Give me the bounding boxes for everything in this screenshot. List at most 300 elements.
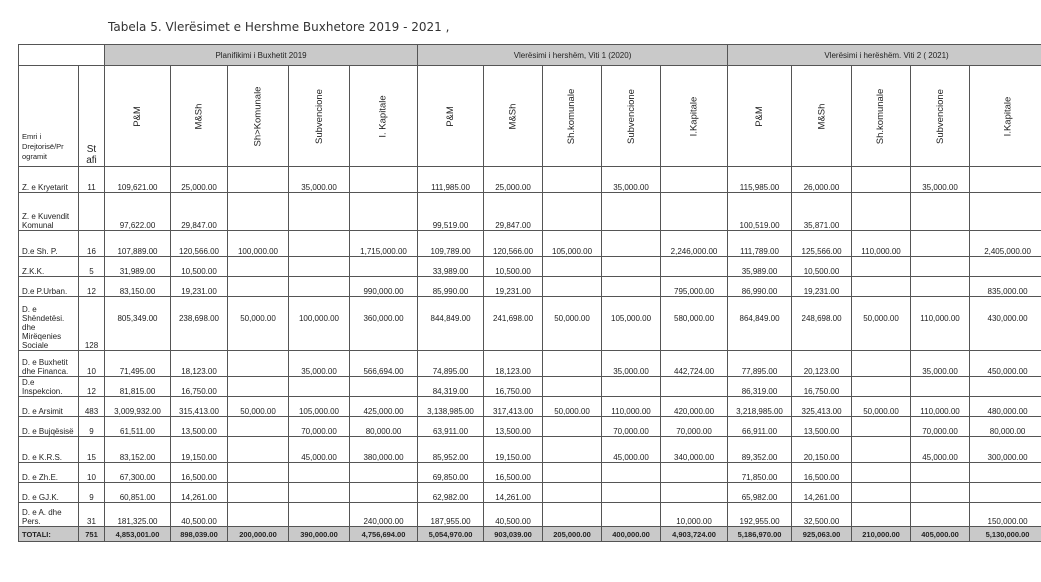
row-value: 110,000.00 [911, 297, 970, 351]
row-value: 86,990.00 [728, 277, 792, 297]
blank-header-cell [19, 45, 105, 66]
row-value [289, 231, 350, 257]
row-value [350, 167, 418, 193]
row-value: 35,871.00 [792, 193, 852, 231]
row-value: 19,231.00 [792, 277, 852, 297]
row-value: 990,000.00 [350, 277, 418, 297]
row-value: 16,500.00 [171, 463, 228, 483]
row-value: 835,000.00 [970, 277, 1041, 297]
row-stafi: 9 [79, 417, 105, 437]
row-name: D. e A. dhe Pers. [19, 503, 79, 527]
row-value [228, 417, 289, 437]
row-value: 300,000.00 [970, 437, 1041, 463]
column-header-g2-3 [602, 66, 661, 167]
row-value [852, 193, 911, 231]
total-value: 390,000.00 [289, 527, 350, 542]
row-value: 99,519.00 [418, 193, 484, 231]
row-value [289, 193, 350, 231]
row-value: 10,500.00 [792, 257, 852, 277]
total-value: 4,853,001.00 [105, 527, 171, 542]
column-header-g1-2 [228, 66, 289, 167]
row-value: 83,152.00 [105, 437, 171, 463]
row-stafi: 31 [79, 503, 105, 527]
row-value [661, 463, 728, 483]
row-value [661, 193, 728, 231]
row-value: 107,889.00 [105, 231, 171, 257]
row-value: 85,952.00 [418, 437, 484, 463]
row-value: 864,849.00 [728, 297, 792, 351]
row-value: 14,261.00 [484, 483, 543, 503]
row-value [661, 377, 728, 397]
row-value: 109,621.00 [105, 167, 171, 193]
row-value [911, 377, 970, 397]
row-stafi: 9 [79, 483, 105, 503]
column-header-label: I. Kapitale [378, 94, 390, 138]
total-row [19, 527, 1041, 542]
row-value [350, 257, 418, 277]
row-value [543, 377, 602, 397]
column-header-stafi: St afi [79, 66, 105, 167]
row-value [228, 483, 289, 503]
row-value [228, 377, 289, 397]
row-value: 50,000.00 [852, 297, 911, 351]
row-value [543, 257, 602, 277]
row-value: 10,000.00 [661, 503, 728, 527]
row-value: 380,000.00 [350, 437, 418, 463]
total-value: 5,054,970.00 [418, 527, 484, 542]
row-value: 33,989.00 [418, 257, 484, 277]
row-value: 120,566.00 [171, 231, 228, 257]
row-value: 110,000.00 [911, 397, 970, 417]
row-value: 480,000.00 [970, 397, 1041, 417]
column-header-g2-4 [661, 66, 728, 167]
row-value: 248,698.00 [792, 297, 852, 351]
row-value: 70,000.00 [911, 417, 970, 437]
row-value: 18,123.00 [484, 351, 543, 377]
row-value: 340,000.00 [661, 437, 728, 463]
column-header-label: I.Kapitale [1002, 96, 1014, 136]
column-header-label: P&M [445, 105, 457, 127]
row-value: 31,989.00 [105, 257, 171, 277]
row-value: 13,500.00 [484, 417, 543, 437]
column-header-label: I.Kapitale [688, 96, 700, 136]
row-value [911, 463, 970, 483]
total-value: 4,903,724.00 [661, 527, 728, 542]
total-value: 5,186,970.00 [728, 527, 792, 542]
total-value: 405,000.00 [911, 527, 970, 542]
row-value: 111,985.00 [418, 167, 484, 193]
row-value: 86,319.00 [728, 377, 792, 397]
row-value: 70,000.00 [602, 417, 661, 437]
row-value [970, 463, 1041, 483]
row-value: 35,000.00 [911, 351, 970, 377]
row-value: 10,500.00 [171, 257, 228, 277]
total-value: 400,000.00 [602, 527, 661, 542]
row-value: 450,000.00 [970, 351, 1041, 377]
table-row [19, 503, 1041, 527]
row-value: 805,349.00 [105, 297, 171, 351]
row-value [970, 167, 1041, 193]
row-value: 3,218,985.00 [728, 397, 792, 417]
total-stafi: 751 [79, 527, 105, 542]
row-value: 16,750.00 [171, 377, 228, 397]
row-value [228, 503, 289, 527]
row-stafi: 16 [79, 231, 105, 257]
row-value: 315,413.00 [171, 397, 228, 417]
row-value: 77,895.00 [728, 351, 792, 377]
row-value [852, 437, 911, 463]
row-value [543, 193, 602, 231]
row-value: 50,000.00 [228, 397, 289, 417]
table-row [19, 351, 1041, 377]
row-stafi: 10 [79, 351, 105, 377]
row-value: 89,352.00 [728, 437, 792, 463]
row-value: 16,750.00 [484, 377, 543, 397]
row-value: 45,000.00 [911, 437, 970, 463]
row-value: 20,150.00 [792, 437, 852, 463]
column-header-row [19, 66, 1041, 167]
column-header-label: Subvencione [934, 88, 946, 144]
row-value: 325,413.00 [792, 397, 852, 417]
row-value [350, 193, 418, 231]
row-value: 187,955.00 [418, 503, 484, 527]
row-value: 35,000.00 [602, 167, 661, 193]
row-value [543, 351, 602, 377]
row-value [852, 503, 911, 527]
group-header-2019: Planifikimi i Buxhetit 2019 [105, 45, 418, 66]
row-value: 29,847.00 [484, 193, 543, 231]
row-value: 110,000.00 [602, 397, 661, 417]
row-value [602, 231, 661, 257]
row-value [543, 167, 602, 193]
row-value: 35,000.00 [289, 167, 350, 193]
row-value: 360,000.00 [350, 297, 418, 351]
total-value: 903,039.00 [484, 527, 543, 542]
group-header-row [19, 45, 1041, 66]
row-value: 13,500.00 [792, 417, 852, 437]
row-value: 192,955.00 [728, 503, 792, 527]
row-value [661, 167, 728, 193]
row-value: 60,851.00 [105, 483, 171, 503]
row-value [228, 167, 289, 193]
table-caption: Tabela 5. Vlerësimet e Hershme Buxhetore 2019 - 2021 , [108, 20, 450, 34]
row-name: D. e Arsimit [19, 397, 79, 417]
row-value [602, 463, 661, 483]
row-value: 25,000.00 [171, 167, 228, 193]
row-value [852, 257, 911, 277]
row-value [543, 277, 602, 297]
row-value [228, 193, 289, 231]
table-row [19, 297, 1041, 351]
row-value: 50,000.00 [543, 397, 602, 417]
row-value: 19,231.00 [484, 277, 543, 297]
row-value: 50,000.00 [852, 397, 911, 417]
row-name: D.e Sh. P. [19, 231, 79, 257]
column-header-label: Subvencione [625, 88, 637, 144]
row-value [228, 437, 289, 463]
column-header-label: Sh.komunale [566, 88, 578, 144]
row-value [852, 351, 911, 377]
row-name: D. e K.R.S. [19, 437, 79, 463]
table-row [19, 257, 1041, 277]
row-value: 45,000.00 [289, 437, 350, 463]
column-header-label: Sh.komunale [875, 88, 887, 144]
row-value [543, 503, 602, 527]
row-value: 18,123.00 [171, 351, 228, 377]
row-value [970, 483, 1041, 503]
row-value: 105,000.00 [602, 297, 661, 351]
row-value [970, 257, 1041, 277]
row-value: 110,000.00 [852, 231, 911, 257]
row-value [852, 483, 911, 503]
row-value: 35,000.00 [289, 351, 350, 377]
row-name: D. e GJ.K. [19, 483, 79, 503]
total-value: 4,756,694.00 [350, 527, 418, 542]
row-value: 61,511.00 [105, 417, 171, 437]
total-value: 925,063.00 [792, 527, 852, 542]
column-header-label: M&Sh [816, 103, 828, 129]
row-value: 66,911.00 [728, 417, 792, 437]
row-value: 84,319.00 [418, 377, 484, 397]
row-value: 19,231.00 [171, 277, 228, 297]
column-header-g1-1 [171, 66, 228, 167]
column-header-g2-0 [418, 66, 484, 167]
row-stafi: 10 [79, 463, 105, 483]
total-label: TOTALI: [19, 527, 79, 542]
total-value: 5,130,000.00 [970, 527, 1041, 542]
row-value: 1,715,000.00 [350, 231, 418, 257]
column-header-name: Emri i Drejtorisë/Pr ogramit [19, 66, 79, 167]
row-stafi: 11 [79, 167, 105, 193]
row-value: 566,694.00 [350, 351, 418, 377]
row-value: 3,009,932.00 [105, 397, 171, 417]
row-stafi [79, 193, 105, 231]
row-value [350, 463, 418, 483]
table-row [19, 417, 1041, 437]
row-value: 97,622.00 [105, 193, 171, 231]
row-name: D. e Zh.E. [19, 463, 79, 483]
row-value: 19,150.00 [484, 437, 543, 463]
row-value: 795,000.00 [661, 277, 728, 297]
row-value [911, 257, 970, 277]
row-value: 50,000.00 [228, 297, 289, 351]
row-value [350, 377, 418, 397]
row-value: 32,500.00 [792, 503, 852, 527]
row-value [852, 417, 911, 437]
table-row [19, 231, 1041, 257]
row-value: 71,495.00 [105, 351, 171, 377]
column-header-g2-1 [484, 66, 543, 167]
row-value: 70,000.00 [661, 417, 728, 437]
row-value [661, 483, 728, 503]
row-value: 16,500.00 [792, 463, 852, 483]
row-value: 40,500.00 [171, 503, 228, 527]
row-value: 2,405,000.00 [970, 231, 1041, 257]
column-header-g3-0 [728, 66, 792, 167]
column-header-g3-4 [970, 66, 1041, 167]
row-value: 81,815.00 [105, 377, 171, 397]
row-value: 430,000.00 [970, 297, 1041, 351]
row-value: 69,850.00 [418, 463, 484, 483]
row-value: 35,000.00 [911, 167, 970, 193]
row-value [911, 503, 970, 527]
row-value: 25,000.00 [484, 167, 543, 193]
row-value: 125,566.00 [792, 231, 852, 257]
table-row [19, 437, 1041, 463]
row-value [228, 277, 289, 297]
table-row [19, 167, 1041, 193]
row-value: 85,990.00 [418, 277, 484, 297]
row-value [911, 277, 970, 297]
row-value [228, 463, 289, 483]
row-value: 238,698.00 [171, 297, 228, 351]
total-value: 210,000.00 [852, 527, 911, 542]
row-value [289, 257, 350, 277]
row-value: 105,000.00 [543, 231, 602, 257]
row-value: 181,325.00 [105, 503, 171, 527]
row-name: D.e P.Urban. [19, 277, 79, 297]
column-header-g1-3 [289, 66, 350, 167]
row-value: 111,789.00 [728, 231, 792, 257]
column-header-label: Subvencione [313, 88, 325, 144]
row-name: Z. e Kuvendit Komunal [19, 193, 79, 231]
row-value [228, 257, 289, 277]
group-header-2021: Vlerësimi i herëshëm. Viti 2 ( 2021) [728, 45, 1041, 66]
row-value: 844,849.00 [418, 297, 484, 351]
row-value [543, 483, 602, 503]
row-stafi: 12 [79, 377, 105, 397]
row-value [289, 483, 350, 503]
table-row [19, 397, 1041, 417]
row-value: 83,150.00 [105, 277, 171, 297]
row-value [543, 437, 602, 463]
row-value [543, 463, 602, 483]
column-header-g3-3 [911, 66, 970, 167]
row-value: 62,982.00 [418, 483, 484, 503]
row-value: 317,413.00 [484, 397, 543, 417]
column-header-label: P&M [754, 105, 766, 127]
row-value: 29,847.00 [171, 193, 228, 231]
row-value: 71,850.00 [728, 463, 792, 483]
row-value: 580,000.00 [661, 297, 728, 351]
column-header-g2-2 [543, 66, 602, 167]
row-name: D. e Bujqësisë [19, 417, 79, 437]
table-row [19, 377, 1041, 397]
row-name: Z. e Kryetarit [19, 167, 79, 193]
row-name: D. e Buxhetit dhe Financa. [19, 351, 79, 377]
row-value [289, 377, 350, 397]
table-row [19, 483, 1041, 503]
row-value [350, 483, 418, 503]
row-value: 70,000.00 [289, 417, 350, 437]
group-header-2020: Vlerësimi i hershëm, Viti 1 (2020) [418, 45, 728, 66]
row-value [602, 377, 661, 397]
row-value [852, 277, 911, 297]
row-stafi: 12 [79, 277, 105, 297]
row-stafi: 483 [79, 397, 105, 417]
row-value [911, 483, 970, 503]
column-header-label: M&Sh [507, 103, 519, 129]
row-value: 65,982.00 [728, 483, 792, 503]
row-value: 16,750.00 [792, 377, 852, 397]
row-value [852, 463, 911, 483]
row-value: 80,000.00 [970, 417, 1041, 437]
row-value: 150,000.00 [970, 503, 1041, 527]
row-value [911, 193, 970, 231]
table-row [19, 193, 1041, 231]
column-header-g3-2 [852, 66, 911, 167]
row-value: 40,500.00 [484, 503, 543, 527]
row-value [970, 193, 1041, 231]
row-value: 120,566.00 [484, 231, 543, 257]
table-body [19, 167, 1041, 542]
table-row [19, 277, 1041, 297]
row-value: 80,000.00 [350, 417, 418, 437]
column-header-label: M&Sh [193, 103, 205, 129]
row-value [602, 193, 661, 231]
row-value: 442,724.00 [661, 351, 728, 377]
column-header-g3-1 [792, 66, 852, 167]
row-value [602, 483, 661, 503]
row-value: 14,261.00 [171, 483, 228, 503]
row-value: 50,000.00 [543, 297, 602, 351]
row-value [289, 277, 350, 297]
row-value [970, 377, 1041, 397]
row-value [602, 257, 661, 277]
row-value [543, 417, 602, 437]
budget-table [18, 44, 1041, 542]
row-value [602, 503, 661, 527]
row-value: 100,000.00 [289, 297, 350, 351]
total-value: 205,000.00 [543, 527, 602, 542]
row-value: 109,789.00 [418, 231, 484, 257]
row-value: 2,246,000.00 [661, 231, 728, 257]
row-value: 115,985.00 [728, 167, 792, 193]
row-value: 45,000.00 [602, 437, 661, 463]
row-value [228, 351, 289, 377]
row-value: 100,519.00 [728, 193, 792, 231]
row-value: 35,989.00 [728, 257, 792, 277]
total-value: 898,039.00 [171, 527, 228, 542]
row-value: 241,698.00 [484, 297, 543, 351]
row-value: 14,261.00 [792, 483, 852, 503]
row-stafi: 15 [79, 437, 105, 463]
row-value [289, 463, 350, 483]
row-value: 13,500.00 [171, 417, 228, 437]
row-value: 19,150.00 [171, 437, 228, 463]
row-value: 105,000.00 [289, 397, 350, 417]
row-stafi: 5 [79, 257, 105, 277]
row-name: Z.K.K. [19, 257, 79, 277]
row-value: 10,500.00 [484, 257, 543, 277]
column-header-label: Sh>Komunale [252, 86, 264, 146]
column-header-g1-0 [105, 66, 171, 167]
row-name: D.e Inspekcion. [19, 377, 79, 397]
row-value: 3,138,985.00 [418, 397, 484, 417]
row-value: 420,000.00 [661, 397, 728, 417]
row-value: 240,000.00 [350, 503, 418, 527]
column-header-label: P&M [132, 105, 143, 127]
row-value: 425,000.00 [350, 397, 418, 417]
column-header-g1-4 [350, 66, 418, 167]
total-value: 200,000.00 [228, 527, 289, 542]
row-value [661, 257, 728, 277]
row-value: 100,000.00 [228, 231, 289, 257]
row-value: 74,895.00 [418, 351, 484, 377]
row-stafi: 128 [79, 297, 105, 351]
row-name: D. e Shëndetësi. dhe Mirëqenies Sociale [19, 297, 79, 351]
row-value [852, 167, 911, 193]
